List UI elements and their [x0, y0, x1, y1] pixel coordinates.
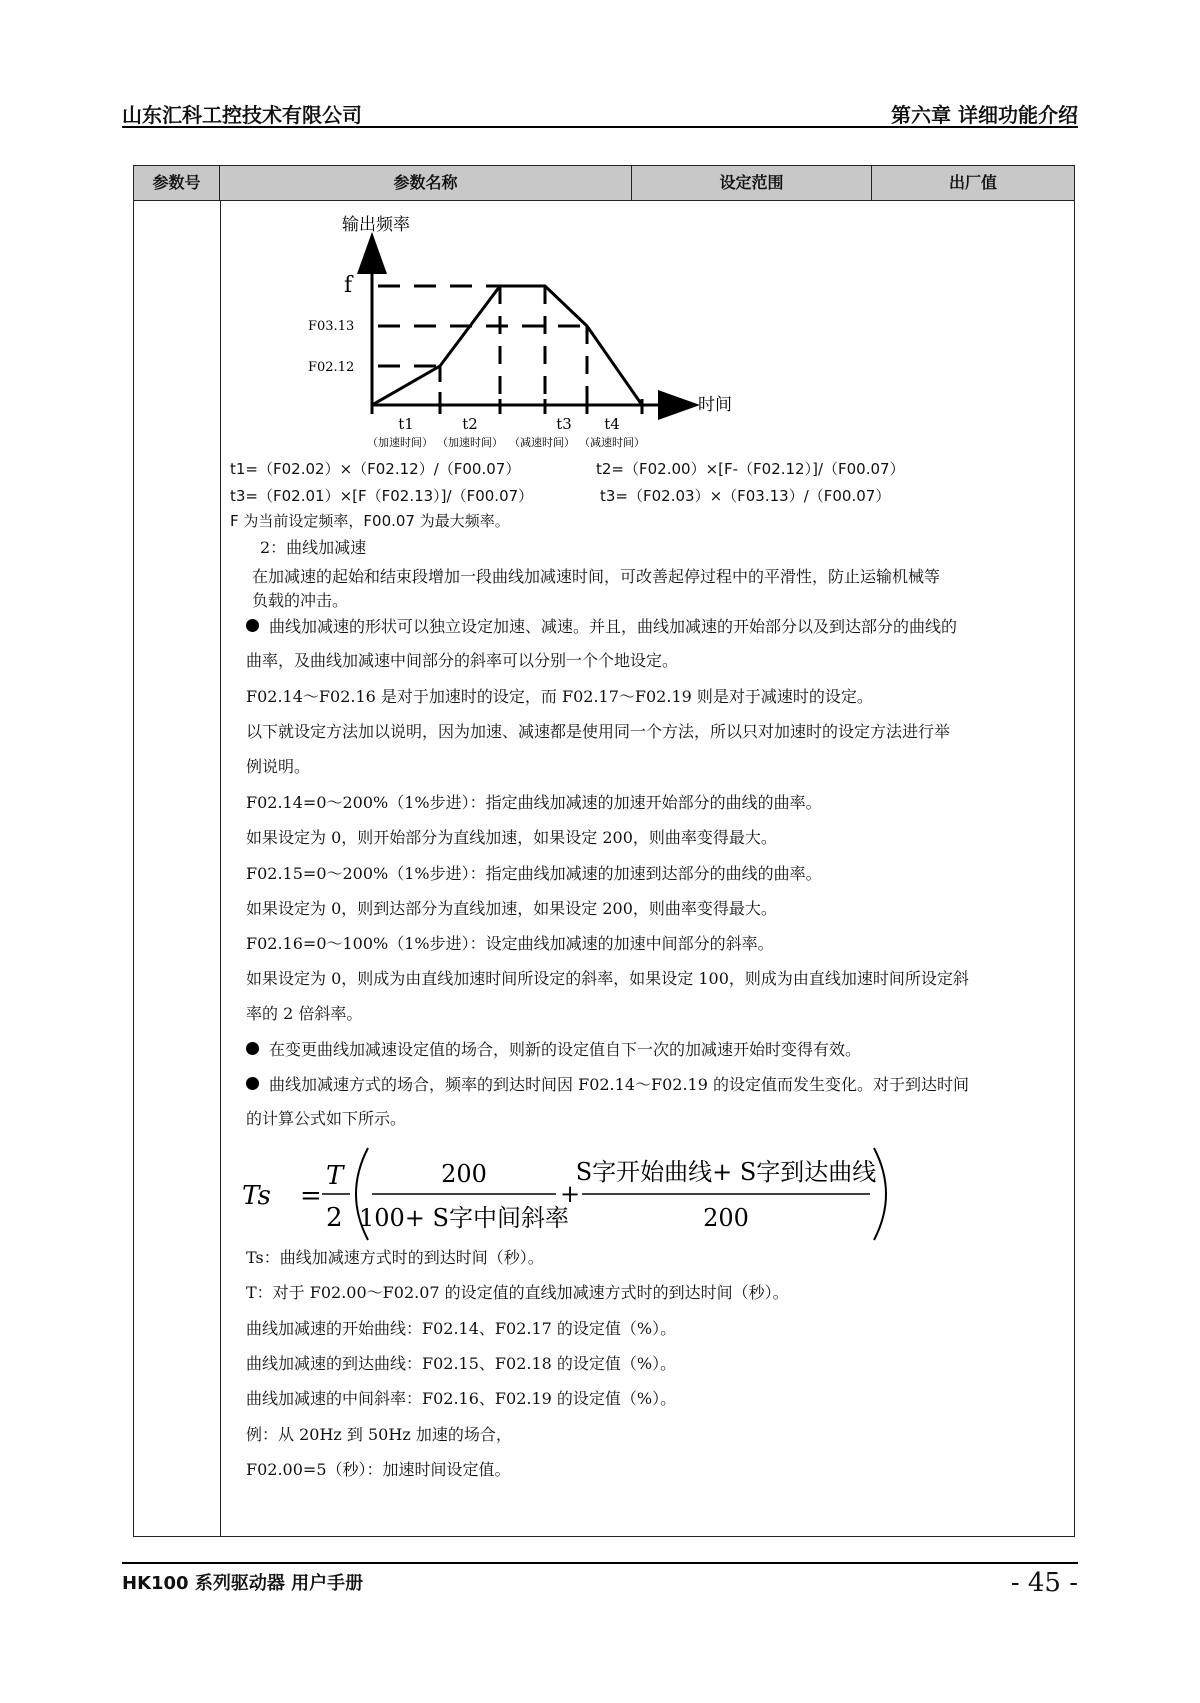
ts-formula	[238, 1140, 938, 1245]
frequency-profile	[372, 286, 642, 405]
def-mid-slope: 曲线加减速的中间斜率：F02.16、F02.19 的设定值（%）。	[246, 1389, 677, 1408]
para-5: F02.15=0～200%（1%步进）：指定曲线加减速的加速到达部分的曲线的曲率。	[246, 864, 822, 883]
bullet-1-line-2: 曲率，及曲线加减速中间部分的斜率可以分别一个个地设定。	[246, 651, 679, 670]
level-label-f0313: F03.13	[308, 319, 355, 334]
para-8-line-1: 如果设定为 0，则成为由直线加速时间所设定的斜率，如果设定 100，则成为由直线加速时间所设定斜	[246, 969, 969, 988]
formula-t2: t2=（F02.00）×[F-（F02.12）]/（F00.07）	[596, 460, 905, 478]
column-divider	[220, 200, 221, 1536]
bullet-3-line-1: 曲线加减速方式的场合，频率的到达时间因 F02.14～F02.19 的设定值而发生变化。对于到达时间	[246, 1072, 969, 1095]
def-ts: Ts：曲线加减速方式时的到达时间（秒）。	[246, 1248, 544, 1267]
section-title: 2：曲线加减速	[260, 538, 367, 557]
formula-T: T	[326, 1161, 344, 1191]
parameter-table	[133, 165, 1075, 1537]
segment-note-t1: （加速时间）	[367, 436, 433, 449]
formula-t3b: t3=（F02.03）×（F03.13）/（F00.07）	[600, 487, 891, 505]
page-number: - 45 -	[1010, 1568, 1078, 1598]
segment-note-t2: （加速时间）	[437, 436, 503, 449]
description-cell	[222, 200, 1074, 1536]
para-4: 如果设定为 0，则开始部分为直线加速，如果设定 200，则曲率变得最大。	[246, 828, 777, 847]
bullet-dot	[246, 1077, 259, 1090]
def-end-curve: 曲线加减速的到达曲线：F02.15、F02.18 的设定值（%）。	[246, 1354, 677, 1373]
bullet-1-line-1: 曲线加减速的形状可以独立设定加速、减速。并且，曲线加减速的开始部分以及到达部分的曲线的	[246, 614, 957, 637]
x-axis-label: 时间	[698, 395, 732, 415]
segment-label-t4: t4	[604, 415, 620, 433]
example-line: 例：从 20Hz 到 50Hz 加速的场合，	[246, 1425, 512, 1444]
formula-num1: 200	[441, 1160, 487, 1188]
col-param-no: 参数号	[134, 166, 220, 200]
bullet-dot	[246, 619, 259, 632]
formula-t1: t1=（F02.02）×（F02.12）/（F00.07）	[230, 460, 521, 478]
segment-note-t3: （减速时间）	[509, 436, 575, 449]
level-label-f0212: F02.12	[308, 360, 355, 375]
para-2-line-1: 以下就设定方法加以说明，因为加速、减速都是使用同一个方法，所以只对加速时的设定方法进行举	[246, 722, 951, 741]
para-1: F02.14～F02.16 是对于加速时的设定，而 F02.17～F02.19 则是对于减速时的设定。	[246, 687, 873, 706]
bullet-dot	[246, 1042, 259, 1055]
formula-note: F 为当前设定频率，F00.07 为最大频率。	[230, 512, 510, 530]
para-6: 如果设定为 0，则到达部分为直线加速，如果设定 200，则曲率变得最大。	[246, 899, 777, 918]
def-start-curve: 曲线加减速的开始曲线：F02.14、F02.17 的设定值（%）。	[246, 1319, 677, 1338]
intro-line-2: 负载的冲击。	[252, 591, 349, 610]
header-rule	[122, 126, 1078, 128]
example-accel-time: F02.00=5（秒）：加速时间设定值。	[246, 1460, 511, 1479]
company-name: 山东汇科工控技术有限公司	[122, 103, 362, 127]
manual-title: HK100 系列驱动器 用户手册	[122, 1573, 364, 1594]
bullet-3-line-2: 的计算公式如下所示。	[246, 1109, 407, 1128]
para-2-line-2: 例说明。	[246, 757, 311, 776]
chapter-title: 第六章 详细功能介绍	[891, 103, 1078, 127]
bullet-2: 在变更曲线加减速设定值的场合，则新的设定值自下一次的加减速开始时变得有效。	[246, 1037, 861, 1060]
footer-rule	[122, 1562, 1078, 1564]
formula-num2: S字开始曲线+ S字到达曲线	[575, 1158, 877, 1186]
intro-line-1: 在加减速的起始和结束段增加一段曲线加减速时间，可改善起停过程中的平滑性，防止运输机械等	[252, 567, 941, 586]
y-axis-label: 输出频率	[342, 215, 410, 235]
col-default: 出厂值	[948, 173, 997, 192]
para-7: F02.16=0～100%（1%步进）：设定曲线加减速的加速中间部分的斜率。	[246, 934, 774, 953]
para-8-line-2: 率的 2 倍斜率。	[246, 1004, 363, 1023]
formula-den2: 200	[703, 1204, 749, 1232]
segment-note-t4: （减速时间）	[579, 436, 645, 449]
formula-t3a: t3=（F02.01）×[F（F02.13）]/（F00.07）	[230, 487, 534, 505]
table-header	[134, 166, 1074, 201]
level-label-f: f	[344, 273, 353, 298]
segment-label-t3: t3	[556, 415, 572, 433]
segment-label-t2: t2	[462, 415, 478, 433]
formula-den1: 100+ S字中间斜率	[359, 1204, 569, 1232]
formula-two: 2	[326, 1203, 343, 1233]
formula-plus: +	[560, 1180, 581, 1208]
page-header	[122, 96, 1078, 128]
para-3: F02.14=0～200%（1%步进）：指定曲线加减速的加速开始部分的曲线的曲率。	[246, 793, 822, 812]
formula-lhs: Ts	[242, 1181, 271, 1211]
segment-label-t1: t1	[398, 415, 414, 433]
def-t: T：对于 F02.00～F02.07 的设定值的直线加减速方式时的到达时间（秒）。	[246, 1283, 789, 1302]
col-param-name: 参数名称	[220, 166, 632, 200]
formula-equals: =	[300, 1181, 322, 1211]
col-range: 设定范围	[632, 166, 872, 200]
accel-decel-diagram	[308, 200, 862, 470]
